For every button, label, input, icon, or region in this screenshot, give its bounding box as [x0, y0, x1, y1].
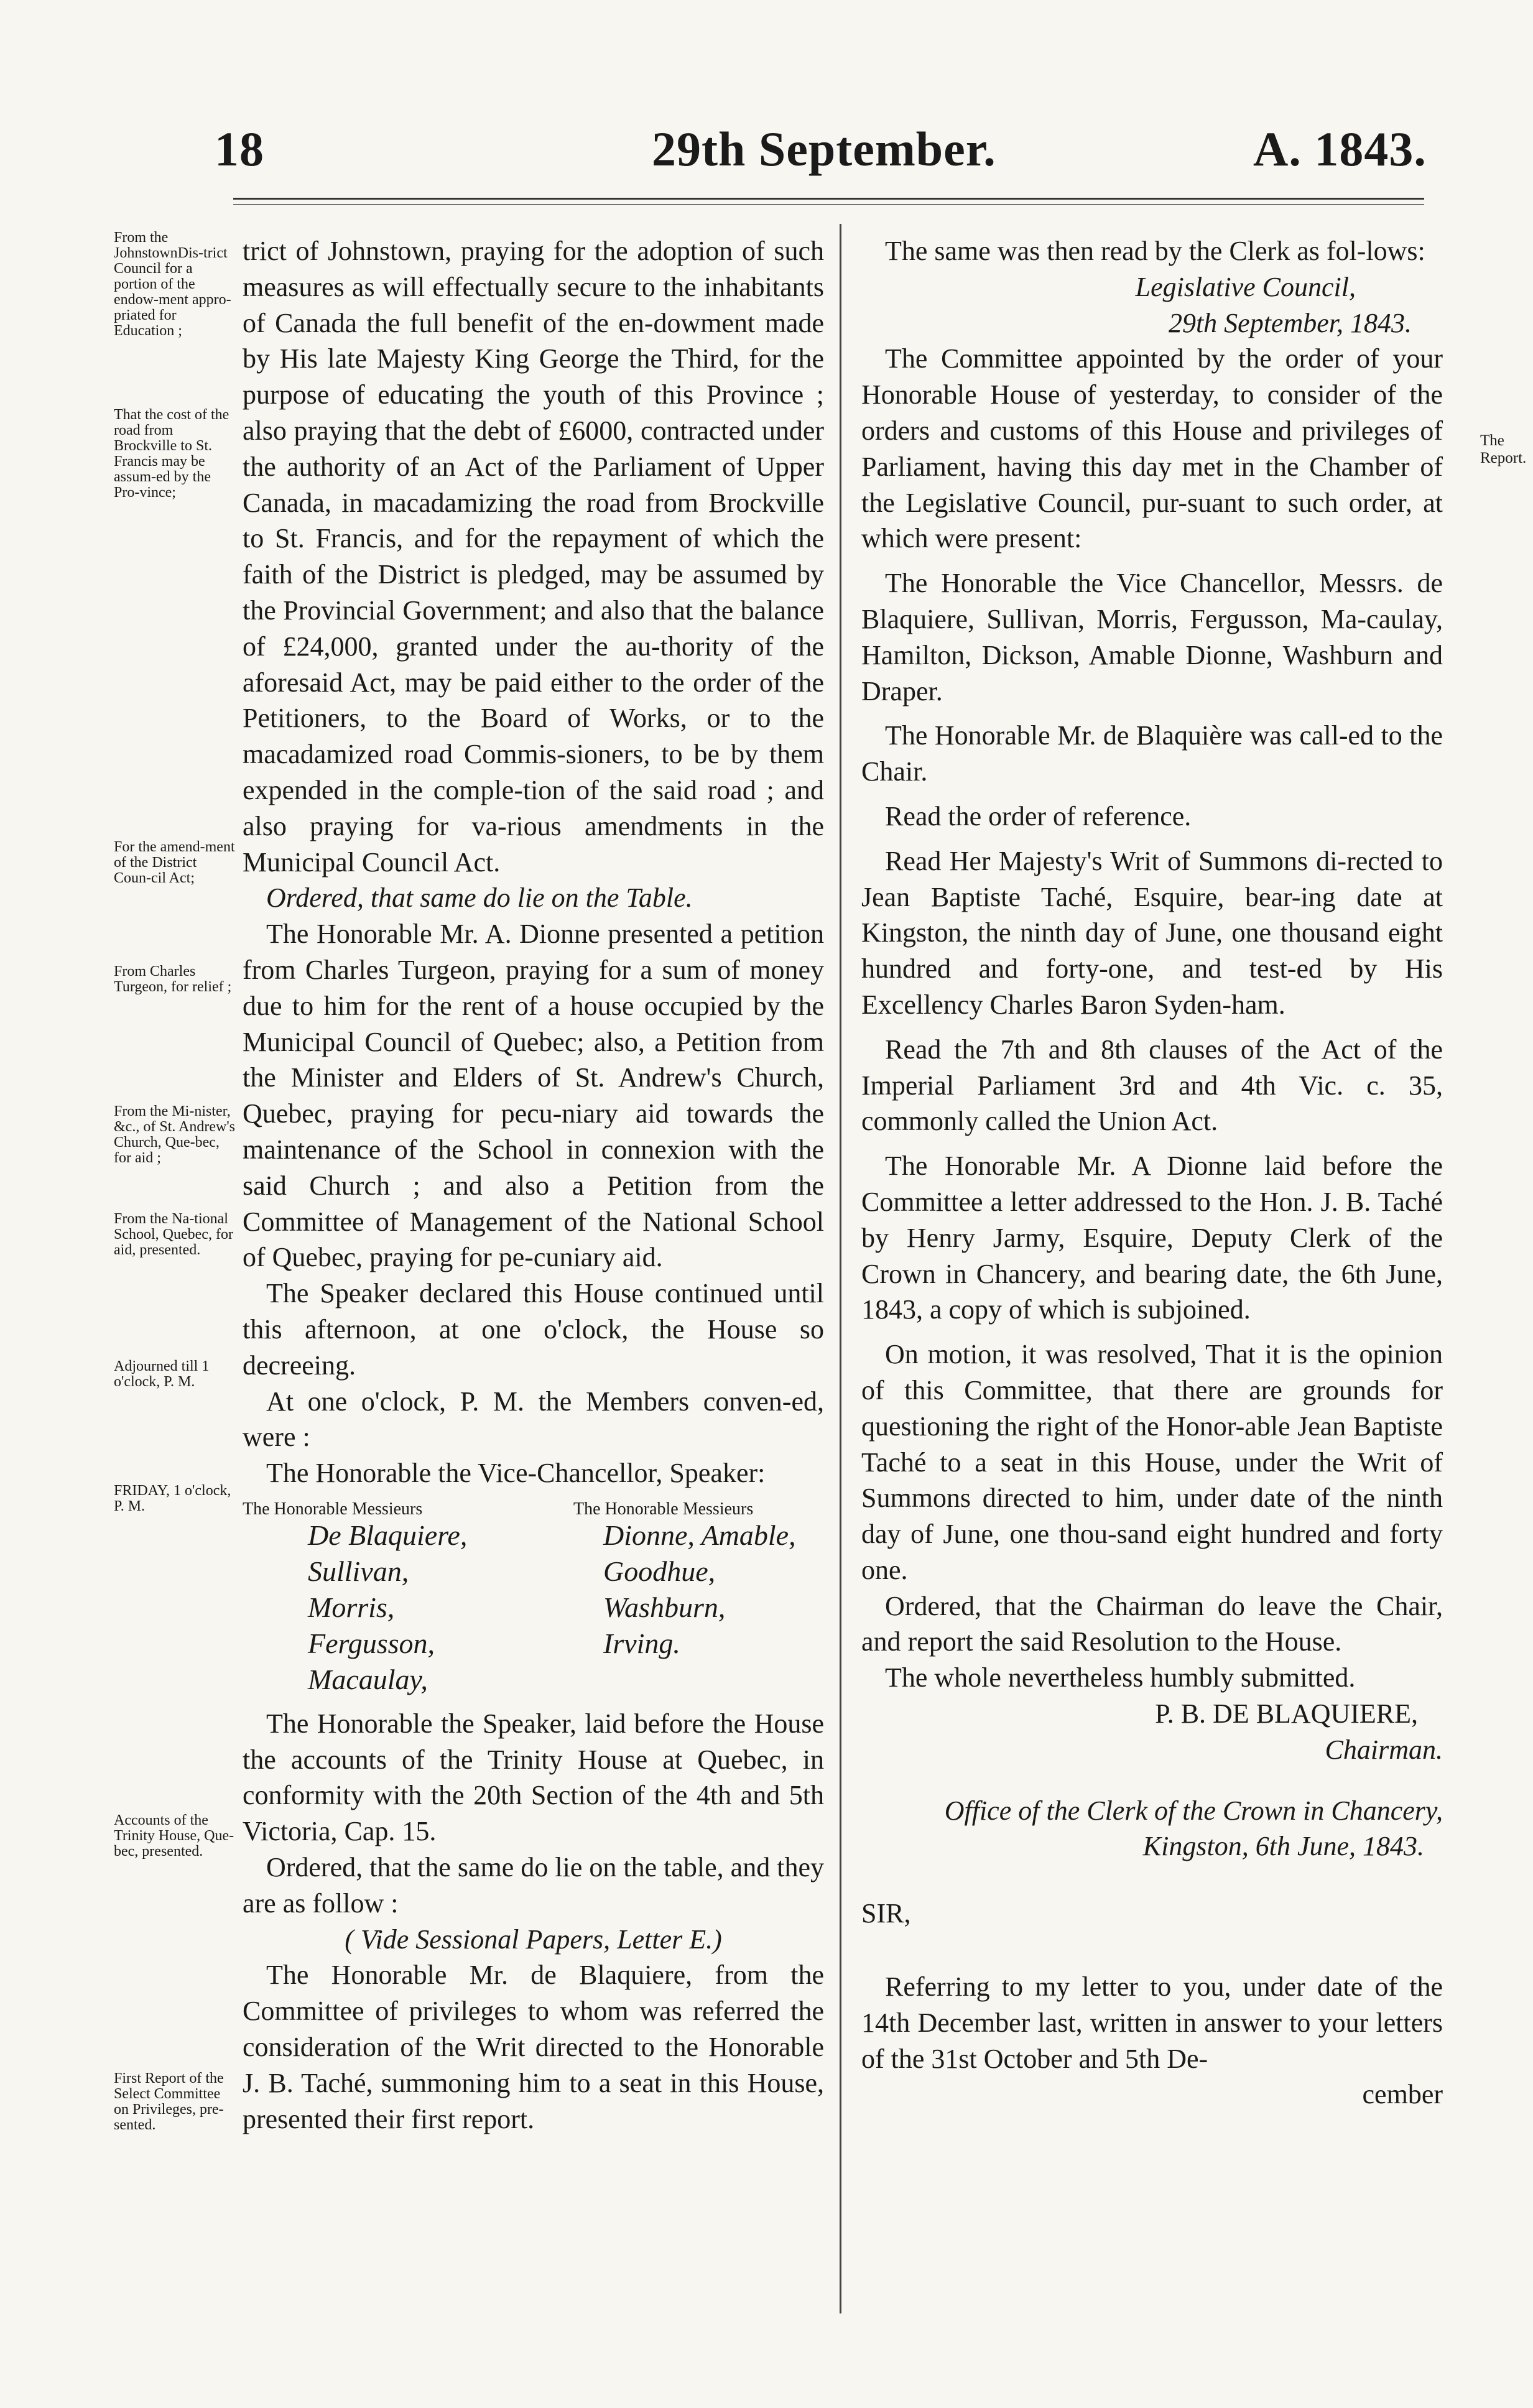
member-name: Morris,: [308, 1591, 395, 1623]
paragraph: The Honorable Mr. de Blaquiere, from the Committee of privileges to whom was referred the consideration of the Writ directed to the Honorable J. B. Taché, summoning him to a seat in this House, presented their first report.: [243, 1960, 824, 2134]
paragraph: The Speaker declared this House continued until this afternoon, at one o'clock, the House so decreeing.: [243, 1278, 824, 1381]
ordered-line: Ordered, that same do lie on the Table.: [266, 882, 693, 914]
member-name: Fergusson,: [308, 1627, 435, 1659]
header-rule: [233, 198, 1424, 200]
paragraph: The Committee appointed by the order of your Honorable House of yesterday, to consider of the orders and customs of this House and privileges of Parliament, having this day met in the Chamber of the Legislative Council, pur-suant to such order, at which were present:: [861, 343, 1443, 554]
paragraph: The Honorable the Vice Chancellor, Messrs. de Blaquiere, Sullivan, Morris, Fergusson, Ma-caulay, Hamilton, Dickson, Amable Dionne, Washburn and Draper.: [861, 568, 1443, 706]
paragraph: The Honorable Mr. A. Dionne presented a petition from Charles Turgeon, praying for a sum of money due to him for the rent of a house occupied by the Municipal Council of Quebec; also, a Petition from the Minister and Elders of St. Andrew's Church, Quebec, praying for pecu-niary aid towards the maintenance of the School in connexion with the said Church ; and also a Petition from the Committee of Management of the National School of Quebec, praying for pe-cuniary aid.: [243, 919, 824, 1273]
ordered-line: Ordered, that the Chairman do leave the Chair, and report the said Resolution to the House.: [861, 1590, 1443, 1657]
right-column: [861, 233, 1443, 2113]
vide-note: ( Vide Sessional Papers, Letter E.): [345, 1924, 722, 1955]
member-name: Sullivan,: [308, 1555, 409, 1587]
page-date: 29th September.: [652, 122, 996, 176]
margin-note: First Report of the Select Committee on Privileges, pre-sented.: [114, 2070, 224, 2133]
margin-note: From the JohnstownDis-trict Council for a portion of the endow-ment appro-priated for Education ;: [114, 229, 231, 339]
paragraph: trict of Johnstown, praying for the adoption of such measures as will effectually secure to the inhabitants of Canada the full benefit of the en-dowment made by His late Majesty King George the Third, for the purpose of educating the youth of this Province ; also praying that the debt of £6000, contracted under the authority of an Act of the Parliament of Upper Canada, in macadamizing the road from Brockville to St. Francis, and for the repayment of which the faith of the District is pledged, may be assumed by the Provincial Government; and also that the balance of £24,000, granted under the au-thority of the aforesaid Act, may be paid either to the order of the Petitioners, to the Board of Works, or to the macadamized road Commis-sioners, to be by them expended in the comple-tion of the said road ; and also praying for va-rious amendments in the Municipal Council Act.: [243, 236, 824, 878]
paragraph: The Honorable Mr. de Blaquière was call-ed to the Chair.: [861, 720, 1443, 787]
paragraph: Read Her Majesty's Writ of Summons di-rected to Jean Baptiste Taché, Esquire, bear-ing date at Kingston, the ninth day of June, one thousand eight hundred and forty-one, and test-ed by His Excellency Charles Baron Syden-ham.: [861, 845, 1443, 1020]
member-name: Macaulay,: [308, 1663, 428, 1695]
salutation: SIR,: [861, 1898, 911, 1929]
paragraph: The same was then read by the Clerk as fol-lows:: [885, 236, 1425, 266]
margin-note: Accounts of the Trinity House, Que-bec, presented.: [114, 1812, 234, 1859]
margin-note: FRIDAY, 1 o'clock, P. M.: [114, 1483, 231, 1514]
margin-note: From the Mi-nister, &c., of St. Andrew's Church, Que-bec, for aid ;: [114, 1103, 235, 1166]
margin-note: From Charles Turgeon, for relief ;: [114, 963, 232, 995]
header-rule-thin: [233, 204, 1424, 205]
left-column: [243, 233, 824, 2137]
margin-note-report: The Report.: [1480, 432, 1527, 466]
paragraph: Read the order of reference.: [885, 800, 1192, 831]
paragraph: On motion, it was resolved, That it is the opinion of this Committee, that there are grounds for questioning the right of the Honor-able Jean Baptiste Taché to a seat in this House, under the Writ of Summons directed to him, under date of the ninth day of June, one thou-sand eight hundred and forty one.: [861, 1339, 1443, 1585]
page-number: 18: [215, 122, 264, 176]
member-name: Dionne, Amable,: [603, 1519, 796, 1551]
paragraph: At one o'clock, P. M. the Members conven-ed, were :: [243, 1386, 824, 1453]
column-divider: [840, 224, 841, 2313]
council-heading: Legislative Council,: [1135, 271, 1356, 302]
signature: P. B. DE BLAQUIERE,: [1155, 1698, 1418, 1730]
paragraph: The Honorable the Speaker, laid before the House the accounts of the Trinity House at Quebec, in conformity with the 20th Section of the 4th and 5th Victoria, Cap. 15.: [243, 1708, 824, 1847]
margin-note: For the amend-ment of the District Coun-cil Act;: [114, 839, 235, 886]
margin-note: That the cost of the road from Brockville to St. Francis may be assum-ed by the Pro-vince;: [114, 407, 229, 501]
page-year: A. 1843.: [1253, 122, 1427, 176]
margin-note: Adjourned till 1 o'clock, P. M.: [114, 1358, 210, 1390]
catchword: cember: [1362, 2079, 1443, 2110]
paragraph: Referring to my letter to you, under date of the 14th December last, written in answer to your letters of the 31st October and 5th De-: [861, 1971, 1443, 2074]
member-name: De Blaquiere,: [308, 1519, 468, 1551]
paragraph: Read the 7th and 8th clauses of the Act of the Imperial Parliament 3rd and 4th Vic. c. 35, commonly called the Union Act.: [861, 1034, 1443, 1137]
member-name: Washburn,: [603, 1591, 726, 1623]
member-name: Irving.: [603, 1627, 680, 1659]
margin-note: From the Na-tional School, Quebec, for aid, presented.: [114, 1211, 233, 1258]
members-list: [243, 1491, 824, 1815]
signature-title: Chairman.: [1325, 1734, 1443, 1765]
council-date: 29th September, 1843.: [1168, 307, 1412, 338]
paragraph: The whole nevertheless humbly submitted.: [885, 1662, 1356, 1693]
speaker-line: The Honorable the Vice-Chancellor, Speaker:: [266, 1458, 766, 1489]
ordered-line: Ordered, that the same do lie on the table, and they are as follow :: [243, 1852, 824, 1919]
office-place: Kingston, 6th June, 1843.: [1142, 1831, 1424, 1862]
members-heading: The Honorable Messieurs: [243, 1499, 423, 1519]
office-heading: Office of the Clerk of the Crown in Chancery,: [944, 1795, 1443, 1826]
paragraph: The Honorable Mr. A Dionne laid before the Committee a letter addressed to the Hon. J. B. Taché by Henry Jarmy, Esquire, Deputy Clerk of the Crown in Chancery, and bearing date, the 6th June, 1843, a copy of which is subjoined.: [861, 1151, 1443, 1325]
members-heading: The Honorable Messieurs: [573, 1499, 754, 1519]
member-name: Goodhue,: [603, 1555, 716, 1587]
